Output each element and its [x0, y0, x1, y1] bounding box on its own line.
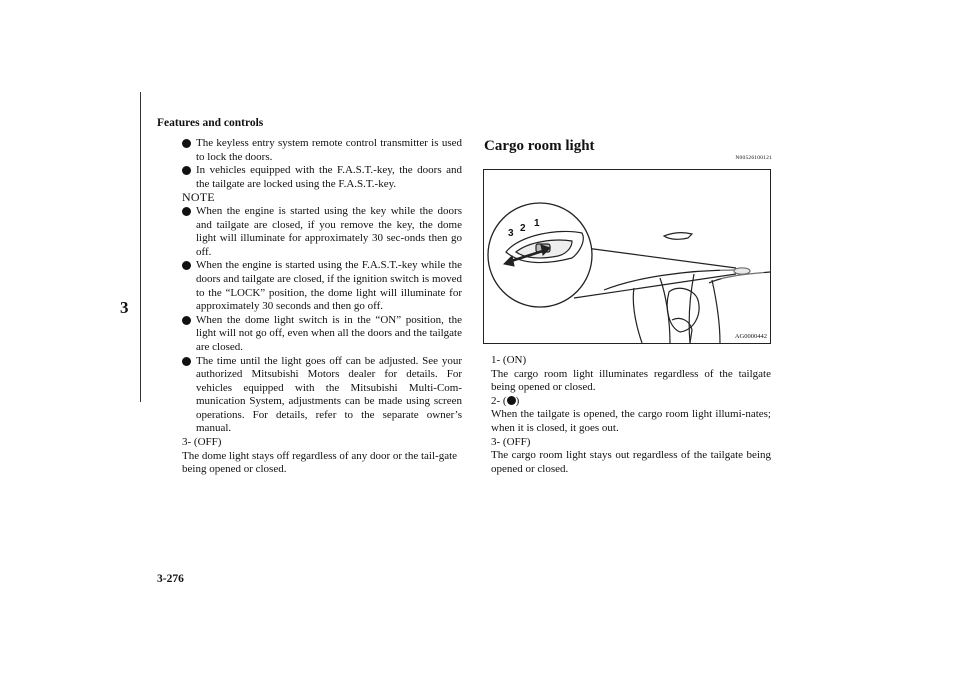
list-item: The time until the light goes off can be adjusted. See your authorized Mitsubishi Motors dealer for details. For vehicles equipped with the Mitsubishi Multi-Com-munication System, adjustments can be made using screen operations. For details, refer to the separate owner’s manual.	[182, 355, 462, 437]
off-position-label: 3- (OFF)	[182, 436, 222, 449]
right-column	[491, 354, 771, 476]
bullet-icon	[182, 261, 191, 270]
left-column	[182, 137, 462, 477]
cargo-light-illustration	[483, 169, 771, 344]
list-item: In vehicles equipped with the F.A.S.T.-key, the doors and the tailgate are locked using the F.A.S.T.-key.	[182, 164, 462, 191]
note-list	[182, 205, 462, 436]
page-number: 3-276	[157, 573, 184, 585]
note-title: NOTE	[182, 190, 215, 205]
off-position-text: The dome light stays off regardless of any door or the tail-gate being opened or closed.	[182, 449, 458, 476]
off-position-label-right: 3- (OFF)	[491, 435, 531, 448]
figure-code: AG0000442	[734, 333, 767, 340]
door-symbol-icon	[507, 396, 516, 405]
list-item: When the engine is started using the F.A.S.T.-key while the doors and tailgate are closed, if the ignition switch is moved to the “LOCK” position, the dome light will illuminate for approximately 30 seconds and then go off.	[182, 259, 462, 313]
bullet-icon	[182, 207, 191, 216]
figure-label-2: 2	[520, 223, 526, 234]
off-position-text-right: The cargo room light stays out regardless of the tailgate being opened or closed.	[491, 449, 771, 475]
on-position-label: 1- (ON)	[491, 354, 527, 366]
running-header: Features and controls	[157, 117, 264, 129]
list-item: When the engine is started using the key while the doors and tailgate are closed, if you remove the key, the dome light will illuminate for approximately 30 sec-onds then go off.	[182, 205, 462, 259]
lock-bullets	[182, 137, 462, 191]
list-item: When the dome light switch is in the “ON” position, the light will not go off, even when all the doors and the tailgate are closed.	[182, 314, 462, 355]
on-position-text: The cargo room light illuminates regardless of the tailgate being opened or closed.	[491, 367, 771, 394]
figure-label-3: 3	[508, 228, 514, 239]
bullet-icon	[182, 357, 191, 366]
cargo-light-drawing	[484, 170, 770, 343]
bullet-icon	[182, 316, 191, 325]
bullet-icon	[182, 166, 191, 175]
section-title: Cargo room light	[484, 138, 595, 154]
chapter-number: 3	[120, 298, 129, 317]
list-item: The keyless entry system remote control transmitter is used to lock the doors.	[182, 137, 462, 164]
bullet-icon	[182, 139, 191, 148]
door-position-label: 2- ( )	[491, 394, 520, 407]
figure-label-1: 1	[534, 218, 540, 229]
section-code: N00526100121	[735, 155, 772, 161]
door-position-text: When the tailgate is opened, the cargo room light illumi-nates; when it is closed, it goes out.	[491, 408, 771, 434]
chapter-tab	[119, 92, 141, 402]
